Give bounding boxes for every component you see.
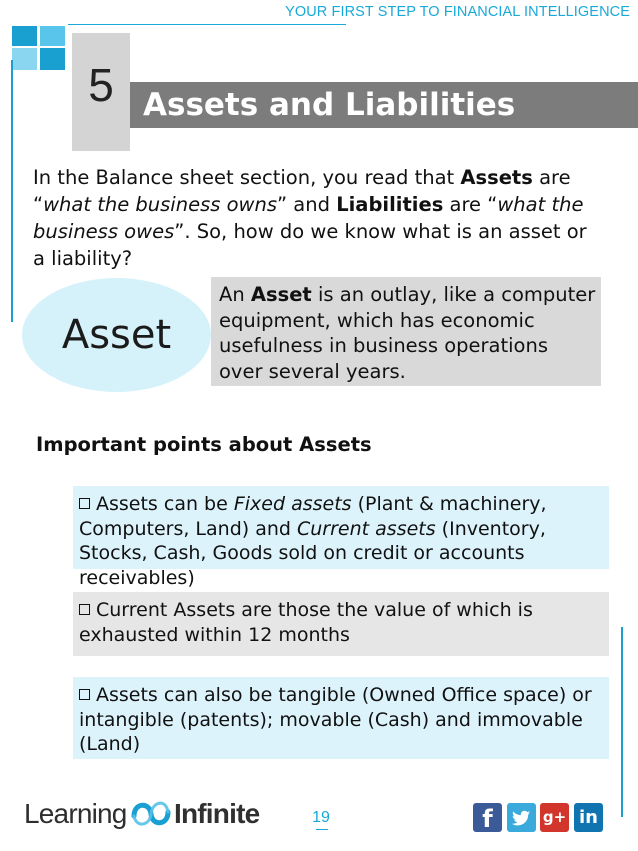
linkedin-icon[interactable]: in bbox=[574, 803, 603, 832]
header-tagline: YOUR FIRST STEP TO FINANCIAL INTELLIGENCE bbox=[285, 4, 630, 20]
checkbox-bullet-icon bbox=[79, 604, 90, 615]
liabilities-term: Liabilities bbox=[336, 193, 444, 216]
chapter-number: 5 bbox=[88, 59, 114, 111]
point-current-assets: Current Assets are those the value of which is exhausted within 12 months bbox=[73, 592, 609, 656]
google-plus-icon[interactable]: g+ bbox=[540, 803, 569, 832]
logo-infinity-icon bbox=[130, 794, 172, 832]
points-heading: Important points about Assets bbox=[36, 433, 372, 456]
asset-definition-text: An Asset is an outlay, like a computer equipment, which has economic usefulness in business operations over several years. bbox=[219, 283, 596, 383]
facebook-icon[interactable]: f bbox=[473, 803, 502, 832]
twitter-bird-icon bbox=[507, 803, 536, 832]
assets-term: Assets bbox=[460, 166, 533, 189]
right-accent-line bbox=[621, 627, 623, 817]
point-fixed-current-assets: Assets can be Fixed assets (Plant & machinery, Computers, Land) and Current assets (Inventory, Stocks, Cash, Goods sold on credit or accounts receivables) bbox=[73, 486, 609, 569]
intro-paragraph: In the Balance sheet section, you read that Assets are “what the business owns” and Liabilities are “what the business owes”. So, how do we know what is an asset or a liability? bbox=[33, 166, 587, 270]
point-tangible-intangible: Assets can also be tangible (Owned Office space) or intangible (patents); movable (Cash) and immovable (Land) bbox=[73, 677, 609, 759]
assets-definition: what the business owns bbox=[43, 193, 277, 216]
checkbox-bullet-icon bbox=[79, 689, 90, 700]
page-number-rule bbox=[316, 829, 328, 830]
logo-learning-text: Learning bbox=[24, 798, 127, 829]
page-number: 19 bbox=[312, 809, 330, 826]
header-rule bbox=[68, 24, 346, 25]
checkbox-bullet-icon bbox=[79, 498, 90, 509]
twitter-icon[interactable] bbox=[507, 803, 536, 832]
liabilities-definition: what the business owes bbox=[33, 193, 584, 243]
left-accent-line bbox=[11, 60, 13, 322]
asset-ellipse-label: Asset bbox=[61, 312, 172, 358]
chapter-title: Assets and Liabilities bbox=[143, 87, 516, 123]
logo-infinite-text: Infinite bbox=[174, 798, 260, 829]
